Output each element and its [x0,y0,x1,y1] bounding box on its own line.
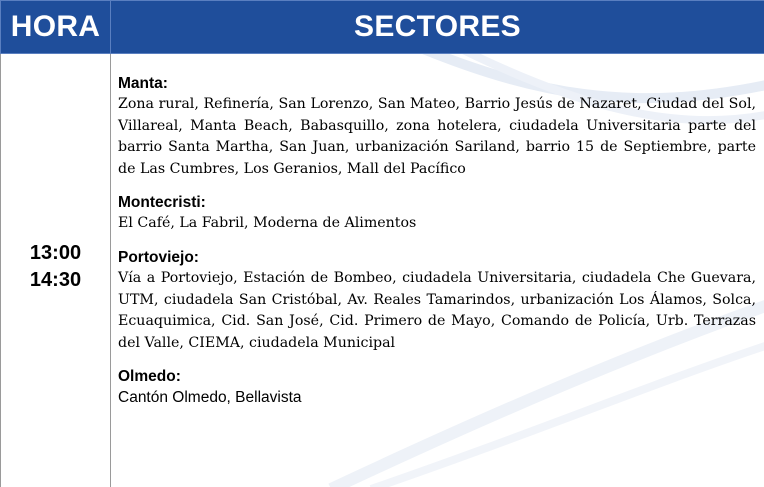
time-range [1,240,110,294]
time-cell [1,54,111,487]
sector-portoviejo [118,248,756,354]
sector-name: Portoviejo: [118,248,199,266]
sector-manta [118,74,756,180]
sector-areas: Vía a Portoviejo, Estación de Bombeo, ciudadela Universitaria, ciudadela Che Guevara, UTM, ciudadela San Cristóbal, Av. Reales Tamarindos, urbanización Los Álamos, Solca, Ecuaquimica, Cid. San José, Cid. Primero de Mayo, Comando de Policía, Urb. Terrazas del Valle, CIEMA, ciudadela Municipal [118,269,756,351]
sector-areas: El Café, La Fabril, Moderna de Alimentos [118,215,417,232]
end-time: 14:30 [29,268,82,291]
sector-name: Manta: [118,75,168,92]
start-time: 13:00 [29,241,82,264]
sector-areas: Zona rural, Refinería, San Lorenzo, San Mateo, Barrio Jesús de Nazaret, Ciudad del Sol, Villareal, Manta Beach, Babasquillo, zona hotelera, ciudadela Universitaria parte del barrio Santa Martha, San Juan, urbanización Sariland, barrio 15 de Septiembre, parte de Las Cumbres, Los Geranios, Mall del Pacífico [118,96,756,177]
sector-areas: Cantón Olmedo, Bellavista [118,389,302,407]
sector-name: Olmedo: [118,368,181,386]
sector-montecristi [118,193,756,235]
sectors-cell [111,54,764,487]
header-row [1,1,764,54]
schedule-row [1,54,764,487]
sectores-header: SECTORES [111,1,764,54]
sector-name: Montecristi: [118,194,206,212]
sector-olmedo [118,367,756,408]
hora-header: HORA [1,1,111,54]
